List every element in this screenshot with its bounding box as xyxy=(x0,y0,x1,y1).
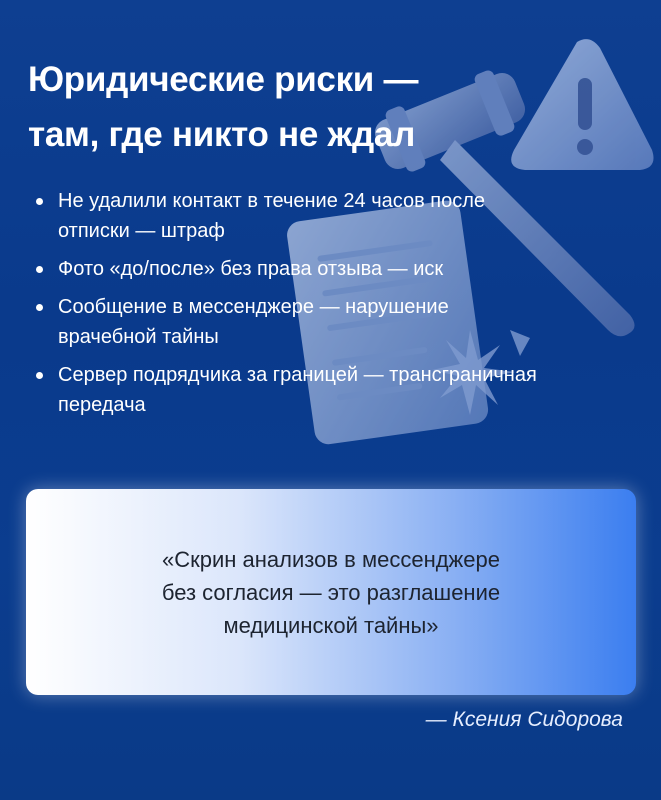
bullet-dot-icon xyxy=(36,198,43,205)
quote-card xyxy=(26,489,636,695)
risk-list-item xyxy=(30,360,640,420)
risk-item-text-line1: Не удалили контакт в течение 24 часов после xyxy=(58,190,486,212)
page-title-line2: там, где никто не ждал xyxy=(28,115,416,154)
risk-list-item xyxy=(30,292,640,352)
bullet-dot-icon xyxy=(36,304,43,311)
page-title xyxy=(28,52,628,162)
bullet-dot-icon xyxy=(36,372,43,379)
risk-list-item xyxy=(30,186,640,246)
risk-item-text-line1: Сообщение в мессенджере — нарушение xyxy=(58,296,449,318)
risk-item-text-line1: Сервер подрядчика за границей — трансграничная xyxy=(58,364,537,386)
quote-line2: без согласия — это разглашение xyxy=(161,580,501,605)
risk-item-text-line1: Фото «до/после» без права отзыва — иск xyxy=(58,258,444,280)
bullet-dot-icon xyxy=(36,266,43,273)
quote-line1: «Скрин анализов в мессенджере xyxy=(162,547,500,572)
risk-item-text-line2: передача xyxy=(58,394,146,416)
page-title-line1: Юридические риски — xyxy=(28,60,419,99)
risk-list xyxy=(30,186,640,428)
risk-item-text-line2: отписки — штраф xyxy=(58,220,225,242)
quote-text xyxy=(26,543,636,642)
quote-author: — Ксения Сидорова xyxy=(425,708,623,731)
risk-item-text-line2: врачебной тайны xyxy=(58,326,219,348)
quote-line3: медицинской тайны» xyxy=(223,613,439,638)
risk-list-item xyxy=(30,254,640,284)
